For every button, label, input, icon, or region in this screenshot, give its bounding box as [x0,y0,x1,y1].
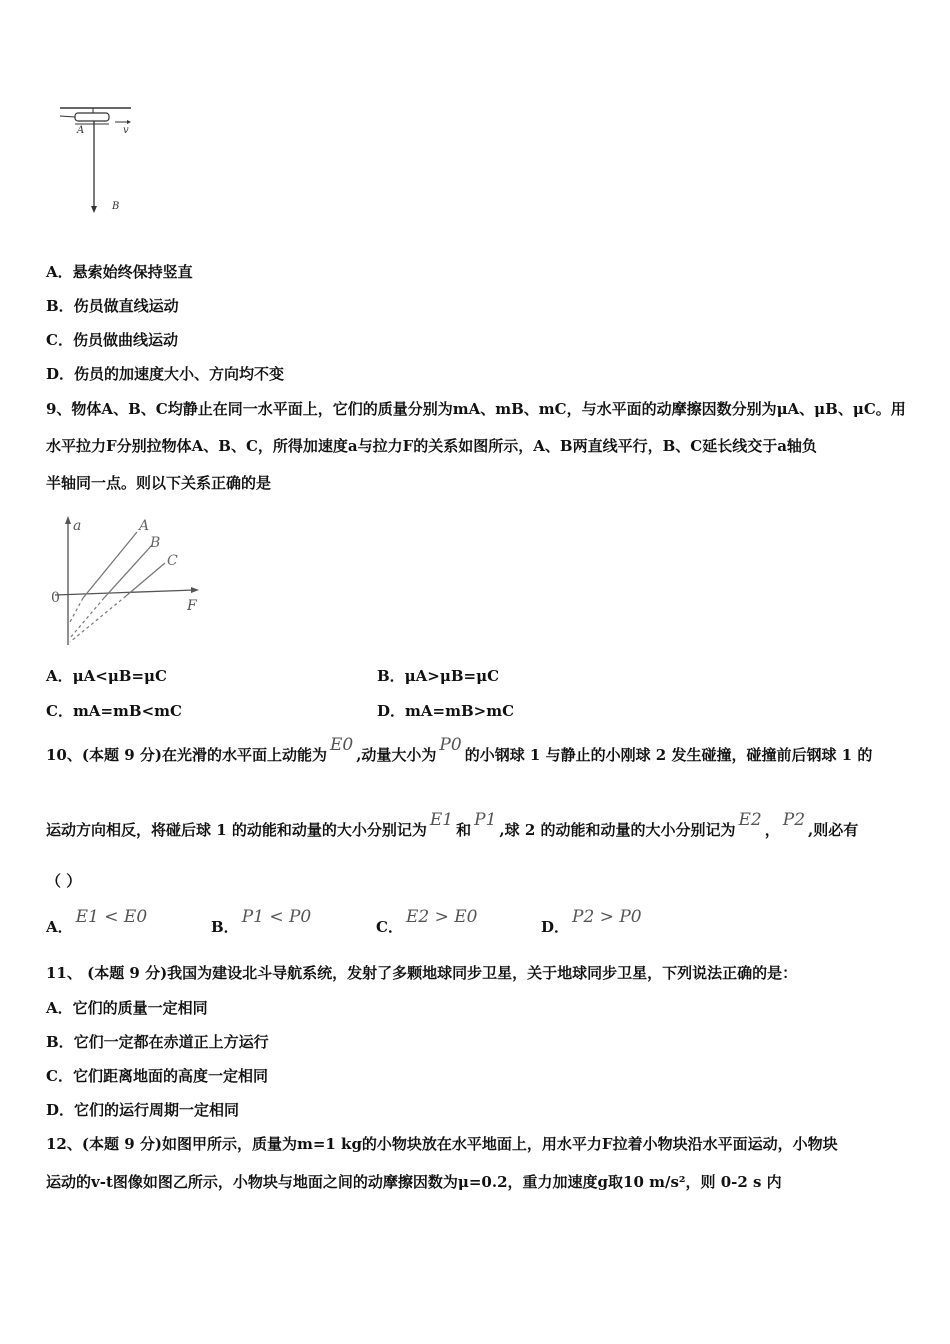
symbol-e2: E2 [738,810,762,830]
q8-option-b: B．伤员做直线运动 [46,297,179,315]
line-label-a: A [139,518,150,534]
q9-option-d: D．mA=mB>mC [377,702,515,720]
q10-option-b-expr: P1 < P0 [241,907,312,927]
q10-option-c [376,907,480,937]
q10-text-2a: 运动方向相反，将碰后球 1 的动能和动量的大小分别记为 [46,821,427,839]
q10-option-b [211,907,314,937]
q10-stem-line1 [46,735,873,765]
q10-option-d [541,907,645,937]
q12-stem-line1: 12、(本题 9 分)如图甲所示，质量为m=1 kg的小物块放在水平地面上，用水平力F拉着小物块沿水平面运动，小物块 [46,1135,838,1153]
a-f-graph [45,510,215,650]
q9-option-a: A．μA<μB=μC [46,667,167,685]
origin-label: 0 [51,590,60,606]
label-a: A [77,125,85,136]
q10-text-1c: 的小钢球 1 与静止的小刚球 2 发生碰撞，碰撞前后钢球 1 的 [464,746,873,764]
q10-option-a-label: A． [46,918,73,936]
q10-text-1a: 10、(本题 9 分)在光滑的水平面上动能为 [46,746,327,764]
q11-option-c: C．它们距离地面的高度一定相同 [46,1067,268,1085]
q8-option-c: C．伤员做曲线运动 [46,331,178,349]
helicopter-figure [55,100,165,220]
q9-stem-line2: 水平拉力F分别拉物体A、B、C，所得加速度a与拉力F的关系如图所示，A、B两直线平行，B、C延长线交于a轴负 [46,437,817,455]
axis-label-f: F [187,598,197,614]
q10-option-c-label: C． [376,918,403,936]
line-label-b: B [150,535,161,551]
q10-option-c-expr: E2 > E0 [405,907,478,927]
q9-option-b: B．μA>μB=μC [377,667,500,685]
q8-option-d: D．伤员的加速度大小、方向均不变 [46,365,285,383]
q10-text-1b: ,动量大小为 [356,746,437,764]
q11-option-b: B．它们一定都在赤道正上方运行 [46,1033,269,1051]
line-label-c: C [167,553,178,569]
q10-text-2c: ,球 2 的动能和动量的大小分别记为 [499,821,736,839]
q10-text-2d: ， [764,821,780,839]
q10-text-2e: ,则必有 [808,821,859,839]
symbol-e1: E1 [429,810,454,830]
q8-option-a: A．悬索始终保持竖直 [46,263,193,281]
q10-stem-line2 [46,810,859,840]
q12-stem-line2: 运动的v-t图像如图乙所示，小物块与地面之间的动摩擦因数为μ=0.2，重力加速度g取10 m/s²，则 0-2 s 内 [46,1173,782,1191]
q9-option-c: C．mA=mB<mC [46,702,182,720]
q11-stem: 11、 (本题 9 分)我国为建设北斗导航系统，发射了多颗地球同步卫星，关于地球同步卫星，下列说法正确的是： [46,964,798,982]
q9-stem-line1: 9、物体A、B、C均静止在同一水平面上，它们的质量分别为mA、mB、mC，与水平面的动摩擦因数分别为μA、μB、μC。用 [46,400,906,418]
symbol-p1: P1 [474,810,497,830]
q10-blank: （ ） [46,872,82,890]
q9-stem-line3: 半轴同一点。则以下关系正确的是 [46,474,272,492]
q10-option-a [46,907,150,937]
q10-text-2b: 和 [456,821,472,839]
q10-option-a-expr: E1 < E0 [75,907,148,927]
label-b: B [112,201,120,212]
symbol-p0: P0 [439,735,462,755]
axis-label-a: a [73,518,82,534]
q11-option-a: A．它们的质量一定相同 [46,999,208,1017]
q10-option-d-expr: P2 > P0 [572,907,642,927]
symbol-e0: E0 [329,735,354,755]
label-v: v [123,125,129,136]
q10-option-b-label: B． [211,918,239,936]
symbol-p2: P2 [782,810,806,830]
q10-option-d-label: D． [541,918,570,936]
q11-option-d: D．它们的运行周期一定相同 [46,1101,240,1119]
